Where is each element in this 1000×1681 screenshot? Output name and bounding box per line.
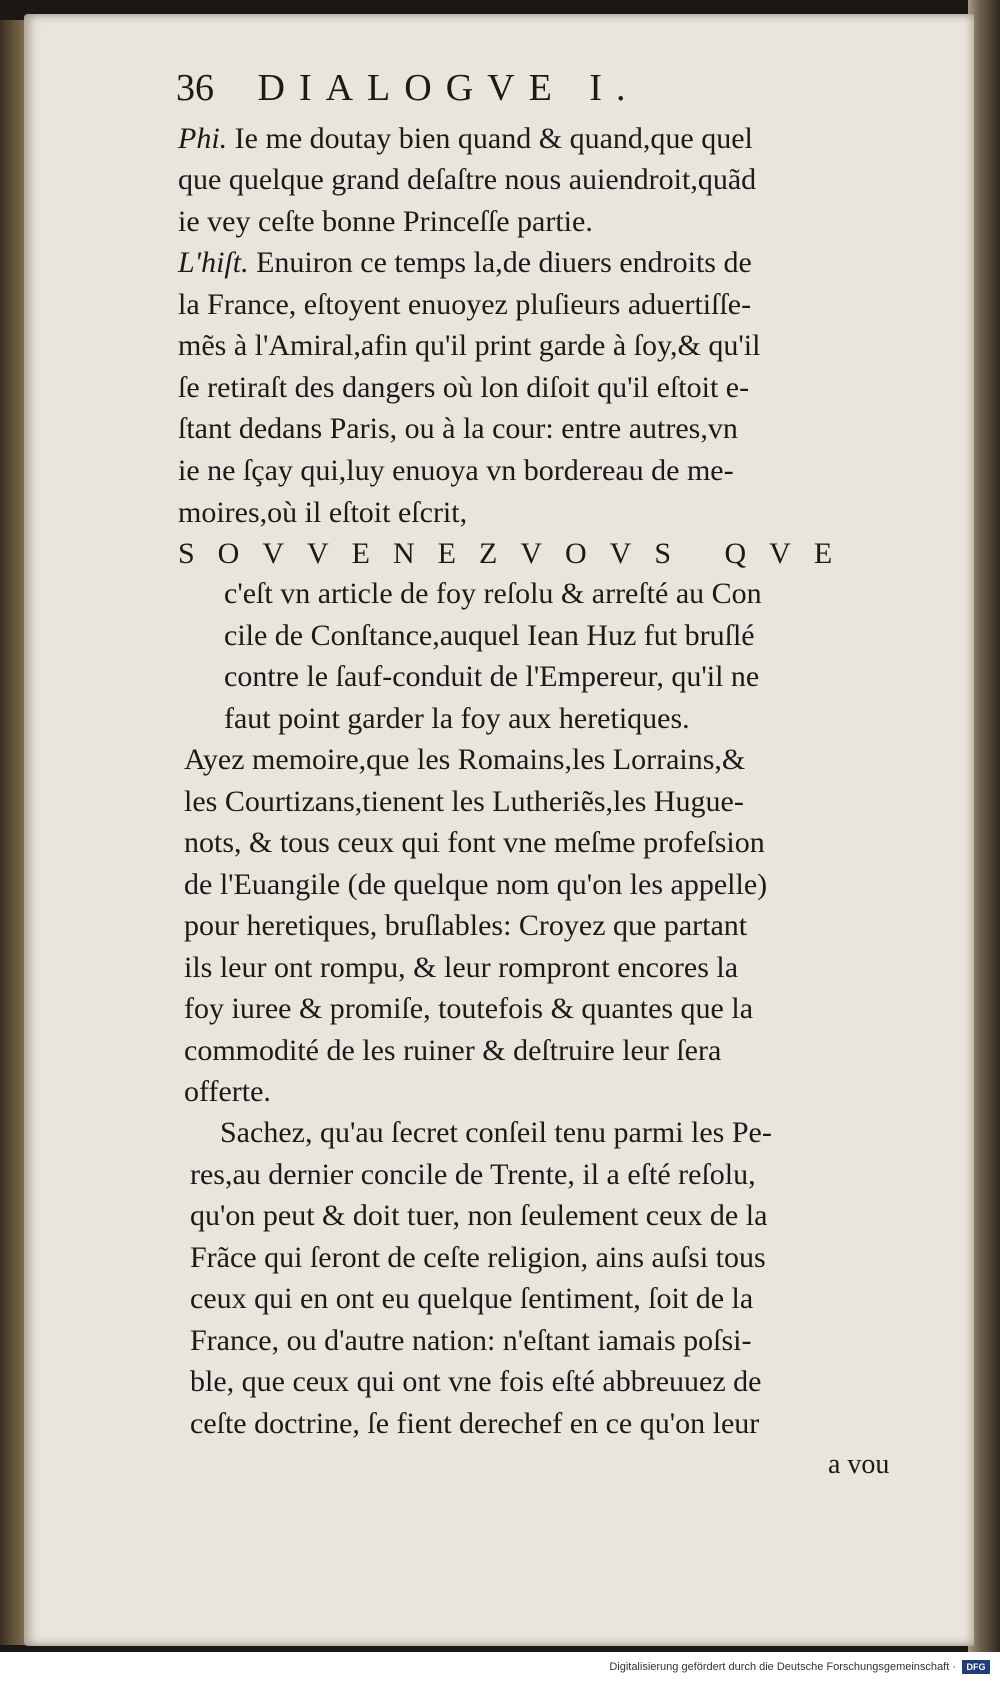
page-number: 36 [176, 67, 214, 109]
line-text: Enuiron ce temps la,de diuers endroits de [248, 246, 752, 279]
line-text: ie vey ceſte bonne Princeſſe partie. [178, 205, 593, 238]
running-title: DIALOGVE I. [257, 67, 640, 109]
line-text: que quelque grand deſaſtre nous auiendroit,quãd [178, 163, 757, 196]
paragraph-line: pour heretiques, bruſlables: Croyez que partant [184, 909, 748, 942]
paragraph-line: Ayez memoire,que les Romains,les Lorrains,& [184, 743, 746, 776]
line-text: mẽs à l'Amiral,afin qu'il print garde à ſoy,& qu'il [178, 329, 761, 362]
capitals-heading: SOVVENEZVOVS QVE [178, 537, 856, 570]
paragraph-line: res,au dernier concile de Trente, il a eſté reſolu, [190, 1158, 756, 1191]
paragraph-line: France, ou d'autre nation: n'eſtant iamais poſsi- [190, 1324, 752, 1357]
dfg-logo-icon: DFG [962, 1660, 990, 1674]
text-line [178, 161, 756, 199]
paragraph-line: foy iuree & promiſe, toutefois & quantes que la [184, 992, 754, 1025]
running-head [176, 66, 639, 110]
paragraph-line: de l'Euangile (de quelque nom qu'on les appelle) [184, 868, 768, 901]
paragraph-line: ceſte doctrine, ſe fient derechef en ce qu'on leur [190, 1407, 760, 1440]
quote-line: cile de Conſtance,auquel Iean Huz fut bruſlé [224, 619, 755, 652]
text-line [178, 452, 734, 490]
quote-line: contre le ſauf-conduit de l'Empereur, qu'il ne [224, 660, 760, 693]
paragraph-line: offerte. [184, 1075, 271, 1108]
line-text: Ie me doutay bien quand & quand,que quel [227, 122, 753, 155]
paragraph-line: qu'on peut & doit tuer, non ſeulement ceux de la [190, 1199, 768, 1232]
text-line [178, 244, 752, 282]
text-line [178, 410, 738, 448]
text-line [178, 369, 749, 407]
text-line [178, 203, 593, 241]
quote-line: c'eſt vn article de foy reſolu & arreſté au Con [224, 577, 762, 610]
paragraph-line: ils leur ont rompu, & leur rompront encores la [184, 951, 739, 984]
speaker-label: Phi. [178, 122, 228, 155]
text-line [178, 494, 467, 532]
speaker-label: L'hiſt. [178, 246, 249, 279]
catchword: a vou [828, 1449, 890, 1480]
text-line [178, 327, 760, 365]
paragraph-line: nots, & tous ceux qui font vne meſme profeſsion [184, 826, 765, 859]
line-text: ſtant dedans Paris, ou à la cour: entre autres,vn [178, 412, 738, 445]
line-text: moires,où il eſtoit eſcrit, [178, 496, 468, 529]
quote-line: faut point garder la foy aux heretiques. [224, 702, 690, 735]
text-line [178, 120, 753, 158]
digitization-credit: Digitalisierung gefördert durch die Deutsche Forschungsgemeinschaft · [609, 1661, 956, 1673]
paragraph-line: Frãce qui ſeront de ceſte religion, ains auſsi tous [190, 1241, 766, 1274]
paragraph-line: Sachez, qu'au ſecret conſeil tenu parmi les Pe- [220, 1116, 772, 1149]
paragraph-line: commodité de les ruiner & deſtruire leur ſera [184, 1034, 722, 1067]
text-line [178, 286, 751, 324]
paragraph-line: les Courtizans,tienent les Lutheriẽs,les Hugue- [184, 785, 744, 818]
line-text: ie ne ſçay qui,luy enuoya vn bordereau de me- [178, 454, 734, 487]
paragraph-line: ble, que ceux qui ont vne fois eſté abbreuuez de [190, 1365, 762, 1398]
paragraph-line: ceux qui en ont eu quelque ſentiment, ſoit de la [190, 1282, 754, 1315]
line-text: la France, eſtoyent enuoyez pluſieurs aduertiſſe- [178, 288, 752, 321]
line-text: ſe retiraſt des dangers où lon diſoit qu'il eſtoit e- [178, 371, 750, 404]
